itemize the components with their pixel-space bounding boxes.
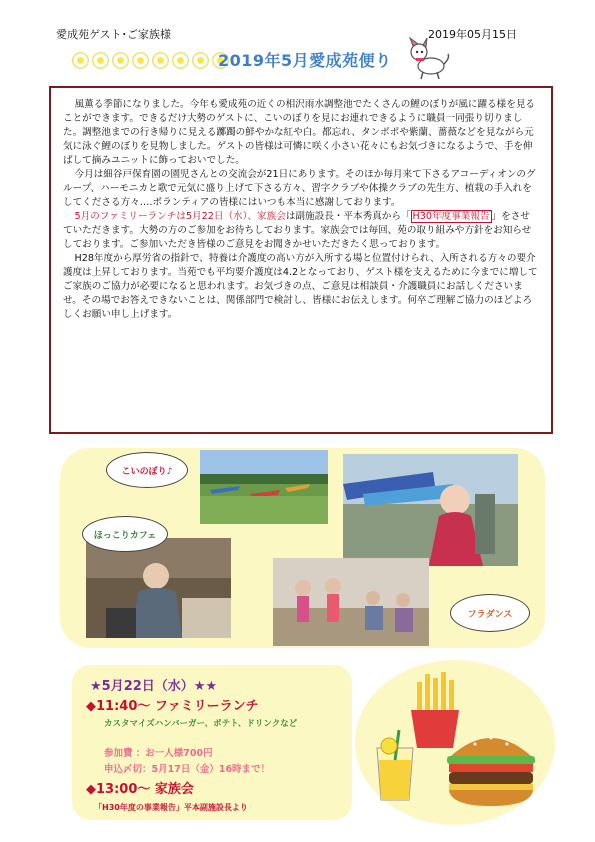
letter-paragraph-3-end: 」をさせていただきます。大勢の方のご参加をお待ちしております。家族会では毎回、苑の取り組みや方針をお知らせしております。ご参加いただき皆様のご意見をお聞きかせいただきたく思っております。 [63, 211, 532, 250]
newsletter-title: 2019年5月愛成苑便り [218, 51, 392, 70]
letter-paragraph-4: H28年度から厚労省の指針で、特養は介護度の高い方が入所する場と位置付けられ、入所される方々の要介護度は上昇しております。当苑でも平均要介護度は4.2となっており、ゲスト様を支えるために今までに増してご家族のご協力が必要になると思われます。お気づきの点、ご意見は相談員・介護職員にお話しくださいませ。その場でお答えできないことは、関係部門で検討し、皆様にお伝えします。何卒ご理解ご協力のほどよろしくお願い申し上げます。 [63, 253, 538, 320]
letter-paragraph-3 [63, 210, 539, 252]
burger-fries-drink-icon [355, 660, 555, 825]
issue-date: 2019年05月15日 [428, 28, 517, 41]
flower-icon [132, 52, 149, 69]
lunch-date-text: 5月のファミリーランチは5月22日（水）、 [74, 211, 258, 222]
letter-paragraph-3-mid: は副施設長・平本秀真から「 [285, 211, 411, 222]
letter-box [49, 86, 553, 434]
annual-report-note: 「H30年度の事業報告」平本副施設長より [94, 803, 248, 812]
cafe-photo [86, 538, 231, 638]
flower-icon [172, 52, 189, 69]
letter-paragraph-1: 風薫る季節になりました。今年も愛成苑の近くの相沢雨水調整池でたくさんの鯉のぼりが風に躍る様を見ることができます。できるだけ大勢のゲストに、こいのぼりを見にお連れできるように職員一同張り切りました。調整池までの行き帰りに見える躑躅の鮮やかな紅や白。都忘れ、タンポポや紫蘭、薔薇などを見ながら元気に泳ぐ鯉のぼりを見物しました。ゲストの皆様は可憐に咲く小さい花々にもお気づきになるようで、手を伸ばして摘みユニットに飾っておいでした。 [63, 99, 536, 166]
annual-report-text: H30年度事業報告 [412, 211, 490, 222]
cafe-caption: ほっこりカフェ [82, 516, 168, 552]
family-lunch-time: ◆11:40～ ファミリーランチ [86, 699, 259, 714]
dog-icon [405, 36, 451, 80]
photo-collage [60, 448, 545, 648]
letter-paragraph-2: 今月は細谷戸保育園の園児さんとの交流会が21日にあります。そのほか毎月来て下さるアコーディオンのグループ、ハーモニカと歌で元気に盛り上げて下さる方々、習字クラブや体操クラブの先生方、植栽の手入れをしてくださる方々‥‥ボランティアの皆様にはいつも本当に感謝しております。 [63, 169, 536, 208]
flower-icon [92, 52, 109, 69]
event-date: ★5月22日（水）★★ [90, 679, 218, 694]
flower-icon [112, 52, 129, 69]
application-deadline: 申込〆切：5月17日（金）16時まで！ [104, 764, 271, 775]
event-info-panel [72, 665, 352, 820]
flower-icon [152, 52, 169, 69]
koinobori-field-photo [200, 450, 328, 524]
koinobori-caption: こいのぼり♪ [106, 452, 188, 488]
family-meeting-time: ◆13:00～ 家族会 [86, 782, 194, 797]
flower-row [72, 52, 229, 69]
lunch-menu: カスタマイズハンバーガー、ポテト、ドリンクなど [104, 719, 298, 729]
hula-dance-photo [273, 558, 429, 646]
flower-icon [72, 52, 89, 69]
flower-icon [192, 52, 209, 69]
addressee: 愛成苑ゲスト･ご家族様 [56, 28, 172, 41]
hula-caption: フラダンス [450, 594, 530, 632]
resident-koinobori-photo [343, 454, 518, 566]
participation-fee: 参加費 ：お一人様700円 [104, 748, 213, 759]
food-illustration-panel [355, 660, 555, 825]
family-meeting-text: 家族会 [257, 211, 286, 222]
